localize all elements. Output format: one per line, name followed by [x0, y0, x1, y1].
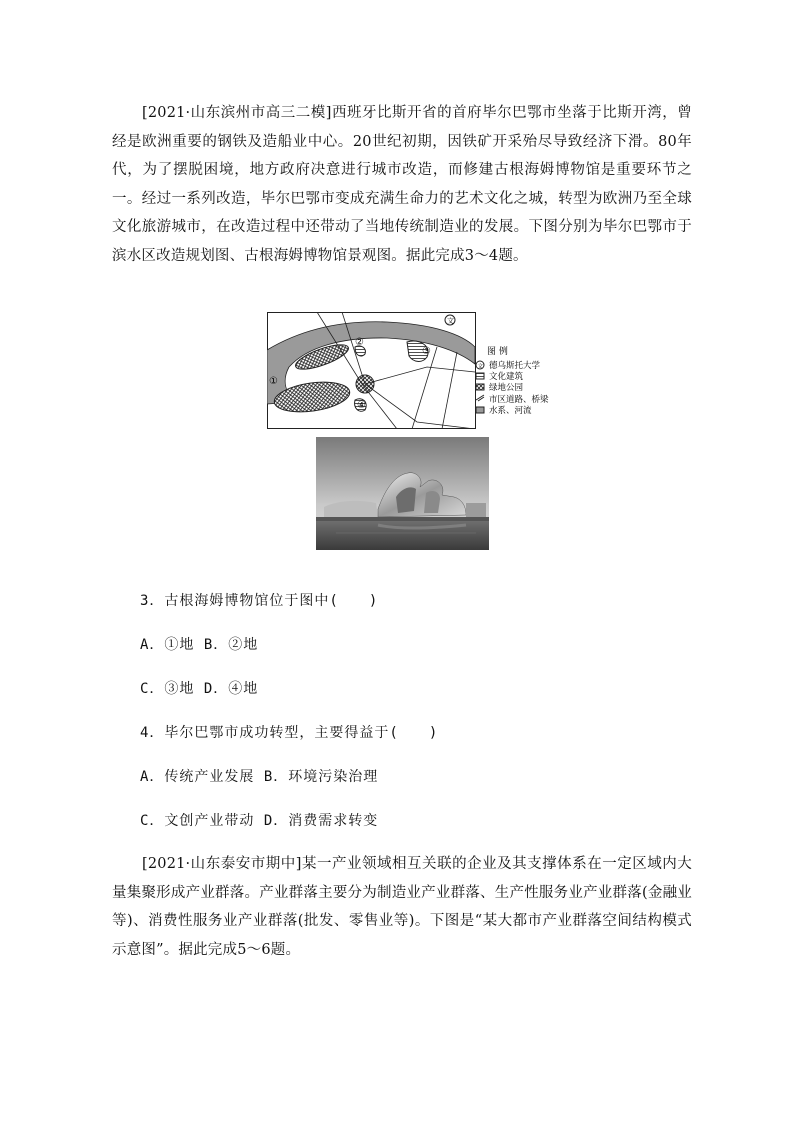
question-4-options-ab: A．传统产业发展 B．环境污染治理: [140, 769, 379, 785]
intro-paragraph-1: [2021·山东滨州市高三二模]西班牙比斯开省的首府毕尔巴鄂市坐落于比斯开湾，曾经是欧洲重要的钢铁及造船业中心。20世纪初期，因铁矿开采殆尽导致经济下滑。80年代，为了摆脱困境，地方政府决意进行城市改造，而修建古根海姆博物馆是重要环节之一。经过一系列改造，毕尔巴鄂市变成充满生命力的艺术文化之城，转型为欧洲乃至全球文化旅游城市，在改造过程中还带动了当地传统制造业的发展。下图分别为毕尔巴鄂市于滨水区改造规划图、古根海姆博物馆景观图。据此完成3～4题。: [112, 105, 692, 264]
svg-text:文: 文: [477, 364, 484, 370]
svg-text:文: 文: [447, 317, 454, 325]
marker-1: ①: [269, 376, 278, 387]
svg-text:绿地公园: 绿地公园: [489, 383, 524, 393]
legend-title: 图 例: [487, 347, 508, 357]
svg-text:水系、河流: 水系、河流: [489, 406, 532, 416]
question-4-stem: 4．毕尔巴鄂市成功转型，主要得益于( ): [140, 725, 439, 741]
svg-text:市区道路、桥梁: 市区道路、桥梁: [489, 395, 549, 405]
marker-4: ④: [357, 400, 366, 411]
intro-paragraph-2: [2021·山东泰安市期中]某一产业领域相互关联的企业及其支撑体系在一定区域内大量集聚形成产业群落。产业群落主要分为制造业产业群落、生产性服务业产业群落(金融业等)、消费性服务业产业群落(批发、零售业等)。下图是“某大都市产业群落空间结构模式示意图”。据此完成5～6题。: [112, 856, 692, 958]
svg-text:文化建筑: 文化建筑: [489, 372, 524, 382]
legend: [476, 360, 549, 416]
question-3-stem: 3．古根海姆博物馆位于图中( ): [140, 593, 379, 609]
marker-2: ②: [355, 337, 364, 348]
question-3-options-ab: A．①地 B．②地: [140, 637, 259, 653]
svg-text:德乌斯托大学: 德乌斯托大学: [489, 361, 541, 371]
marker-3: ③: [422, 346, 431, 357]
guggenheim-museum-photo: [316, 437, 489, 550]
question-4-options-cd: C．文创产业带动 D．消费需求转变: [140, 813, 379, 829]
waterfront-plan-map: [267, 312, 572, 429]
question-3-options-cd: C．③地 D．④地: [140, 681, 259, 697]
